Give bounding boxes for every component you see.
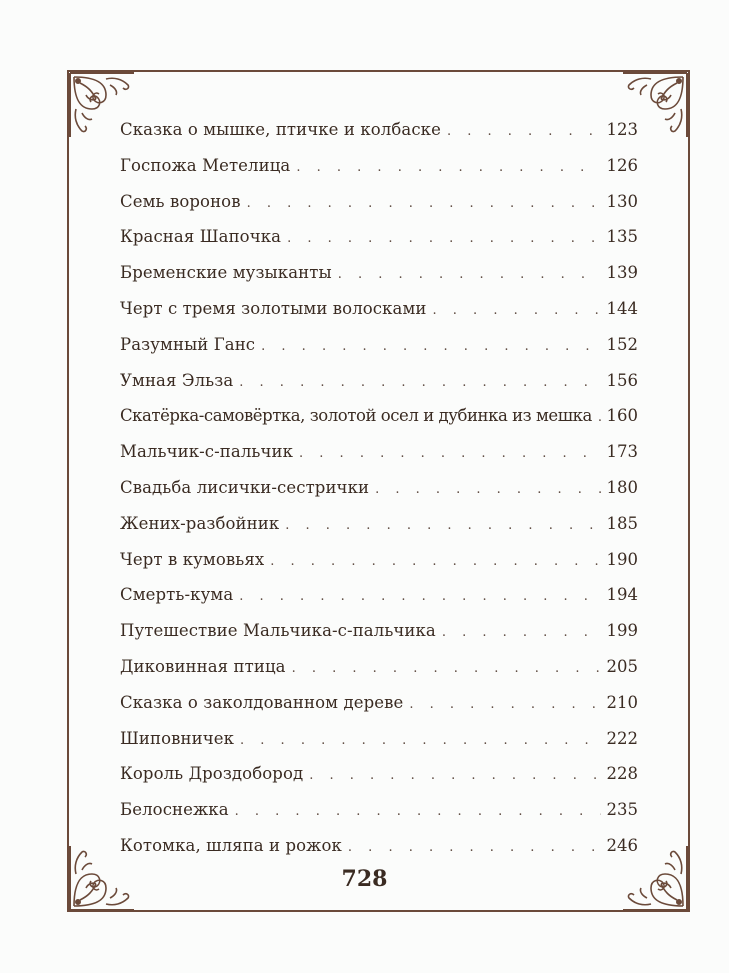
toc-entry-title: Диковинная птица [120, 656, 286, 676]
toc-entry[interactable] [120, 792, 638, 828]
toc-entry[interactable] [120, 184, 638, 220]
toc-leader-dots [309, 758, 600, 794]
toc-entry-page: 246 [606, 835, 638, 855]
toc-entry[interactable] [120, 219, 638, 255]
toc-entry[interactable] [120, 542, 638, 578]
toc-entry-title: Красная Шапочка [120, 227, 282, 247]
toc-entry[interactable] [120, 255, 638, 291]
toc-leader-dots [409, 687, 600, 723]
toc-leader-dots [240, 723, 600, 759]
toc-entry-title: Умная Эльза [120, 370, 234, 390]
toc-leader-dots [239, 579, 600, 615]
toc-entry-page: 222 [606, 728, 638, 748]
toc-entry-title: Семь воронов [120, 191, 241, 211]
toc-entry-title: Смерть-кума [120, 585, 234, 605]
toc-entry-page: 228 [606, 764, 638, 784]
toc-entry-title: Черт в кумовьях [120, 549, 265, 569]
toc-entry-title: Сказка о мышке, птичке и колбаске [120, 120, 441, 139]
toc-leader-dots [442, 615, 601, 651]
toc-entry[interactable] [120, 506, 638, 542]
toc-entry-title: Белоснежка [120, 800, 229, 820]
toc-entry-title: Мальчик-с-пальчик [120, 442, 294, 462]
toc-entry-title: Госпожа Метелица [120, 155, 291, 175]
toc-entry-title: Черт с тремя золотыми волосками [120, 298, 427, 318]
toc-leader-dots [296, 150, 600, 186]
toc-entry[interactable] [120, 613, 638, 649]
table-of-contents [120, 112, 638, 864]
toc-entry-page: 130 [606, 191, 638, 211]
toc-entry-page: 185 [606, 513, 638, 533]
toc-entry[interactable] [120, 828, 638, 864]
toc-entry-title: Путешествие Мальчика-с-пальчика [120, 621, 436, 641]
toc-entry[interactable] [120, 327, 638, 363]
toc-entry[interactable] [120, 148, 638, 184]
toc-entry-page: 199 [606, 621, 638, 641]
toc-entry-title: Жених-разбойник [120, 513, 280, 533]
toc-entry-page: 156 [606, 370, 638, 390]
toc-entry[interactable] [120, 685, 638, 721]
toc-entry[interactable] [120, 470, 638, 506]
toc-entry-page: 152 [606, 334, 638, 354]
toc-leader-dots [285, 508, 600, 544]
toc-entry[interactable] [120, 434, 638, 470]
toc-leader-dots [270, 544, 600, 580]
toc-entry-title: Котомка, шляпа и рожок [120, 835, 342, 855]
toc-entry[interactable] [120, 756, 638, 792]
toc-entry-page: 235 [606, 800, 638, 820]
toc-entry-page: 180 [606, 477, 638, 497]
toc-leader-dots [247, 186, 601, 222]
toc-leader-dots [292, 651, 601, 687]
toc-leader-dots [261, 329, 600, 365]
toc-leader-dots [433, 293, 601, 329]
toc-leader-dots [375, 472, 600, 508]
toc-entry[interactable] [120, 577, 638, 613]
toc-leader-dots [235, 794, 601, 830]
toc-entry-page: 173 [606, 442, 638, 462]
toc-leader-dots [447, 114, 601, 150]
page-number: 728 [341, 866, 388, 892]
toc-leader-dots [239, 365, 600, 401]
toc-entry-title: Скатёрка-самовёртка, золотой осел и дубинка из мешка [120, 406, 592, 426]
toc-entry-title: Сказка о заколдованном дереве [120, 692, 404, 712]
toc-entry-title: Свадьба лисички-сестрички [120, 477, 370, 497]
toc-entry-page: 126 [606, 155, 638, 175]
toc-entry-title: Бременские музыканты [120, 263, 332, 283]
toc-entry-page: 123 [606, 120, 638, 139]
toc-entry[interactable] [120, 721, 638, 757]
toc-entry-page: 205 [606, 656, 638, 676]
toc-leader-dots [348, 830, 601, 866]
toc-entry-page: 210 [606, 692, 638, 712]
toc-entry-page: 194 [606, 585, 638, 605]
toc-entry[interactable] [120, 112, 638, 148]
toc-entry[interactable] [120, 398, 638, 434]
toc-leader-dots [299, 436, 600, 472]
toc-leader-dots [338, 257, 601, 293]
toc-entry-title: Король Дроздобород [120, 764, 304, 784]
toc-entry-title: Шиповничек [120, 728, 235, 748]
toc-entry-page: 144 [606, 298, 638, 318]
toc-entry[interactable] [120, 291, 638, 327]
toc-entry[interactable] [120, 363, 638, 399]
toc-entry-page: 139 [606, 263, 638, 283]
toc-entry-page: 160 [606, 406, 638, 426]
toc-entry-page: 190 [606, 549, 638, 569]
toc-leader-dots [287, 221, 600, 257]
toc-entry-title: Разумный Ганс [120, 334, 256, 354]
toc-entry[interactable] [120, 649, 638, 685]
toc-entry-page: 135 [606, 227, 638, 247]
